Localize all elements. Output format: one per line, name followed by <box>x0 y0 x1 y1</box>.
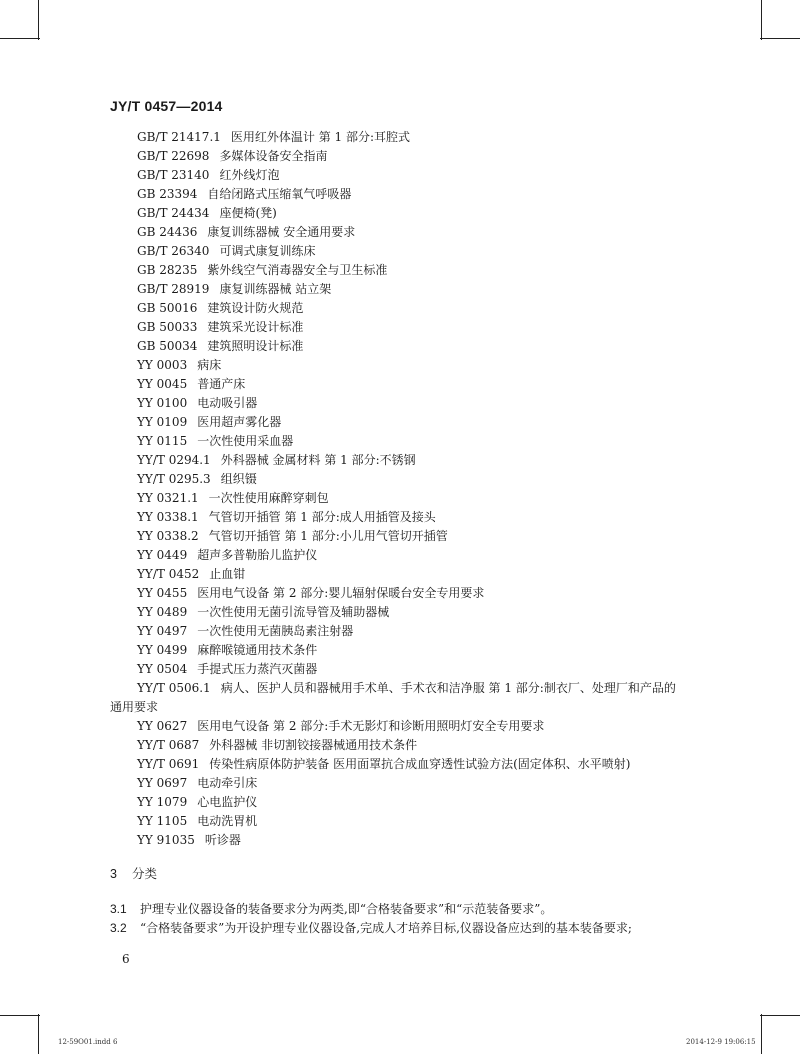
reference-code: YY 0115 <box>137 434 188 448</box>
clause-number: 3.1 <box>110 902 127 916</box>
reference-title: 一次性使用无菌引流导管及辅助器械 <box>197 605 390 619</box>
reference-title: 电动洗胃机 <box>197 814 258 828</box>
reference-title: 座便椅(凳) <box>219 206 277 220</box>
reference-title: 病床 <box>197 358 222 372</box>
reference-code: YY 0321.1 <box>137 491 199 505</box>
section-heading <box>110 864 157 882</box>
reference-code: YY 0109 <box>137 415 188 429</box>
reference-title: 普通产床 <box>197 377 246 391</box>
reference-code: YY/T 0295.3 <box>137 472 211 486</box>
reference-item <box>110 774 680 793</box>
reference-title: 医用电气设备 第 2 部分:婴儿辐射保暖台安全专用要求 <box>197 586 485 600</box>
reference-code: YY/T 0691 <box>137 757 200 771</box>
reference-code: YY 91035 <box>137 833 195 847</box>
reference-title: 医用超声雾化器 <box>197 415 282 429</box>
reference-item <box>110 318 680 337</box>
standard-code: JY/T 0457—2014 <box>110 98 223 114</box>
reference-code: YY/T 0506.1 <box>137 681 211 695</box>
reference-code: GB/T 28919 <box>137 282 210 296</box>
reference-item <box>110 242 680 261</box>
reference-title: 组织镊 <box>220 472 257 486</box>
reference-title: 传染性病原体防护装备 医用面罩抗合成血穿透性试验方法(固定体积、水平喷射) <box>209 757 631 771</box>
reference-title: 医用电气设备 第 2 部分:手术无影灯和诊断用照明灯安全专用要求 <box>197 719 545 733</box>
reference-title: 一次性使用麻醉穿刺包 <box>208 491 329 505</box>
reference-code: YY 0003 <box>137 358 188 372</box>
reference-title: 麻醉喉镜通用技术条件 <box>197 643 318 657</box>
reference-item <box>110 641 680 660</box>
reference-code: YY 1079 <box>137 795 188 809</box>
reference-title: 气管切开插管 第 1 部分:成人用插管及接头 <box>208 510 436 524</box>
reference-title: 心电监护仪 <box>197 795 258 809</box>
reference-item <box>110 546 680 565</box>
reference-code: YY 0338.2 <box>137 529 199 543</box>
reference-item <box>110 147 680 166</box>
reference-title: 紫外线空气消毒器安全与卫生标准 <box>207 263 388 277</box>
crop-mark <box>760 38 800 39</box>
reference-item <box>110 166 680 185</box>
reference-code: YY 0045 <box>137 377 188 391</box>
reference-title: 自给闭路式压缩氧气呼吸器 <box>207 187 352 201</box>
reference-item <box>110 356 680 375</box>
reference-item <box>110 489 680 508</box>
reference-title: 建筑采光设计标准 <box>207 320 304 334</box>
clause-3-2 <box>110 919 690 938</box>
reference-item <box>110 755 680 774</box>
reference-code: YY/T 0294.1 <box>137 453 211 467</box>
clause-text: “合格装备要求”为开设护理专业仪器设备,完成人才培养目标,仪器设备应达到的基本装备要求; <box>140 921 632 935</box>
reference-item <box>110 261 680 280</box>
reference-item <box>110 451 680 470</box>
reference-item <box>110 565 680 584</box>
reference-item <box>110 736 680 755</box>
crop-mark <box>0 38 40 39</box>
reference-title: 止血钳 <box>209 567 246 581</box>
reference-code: YY 0455 <box>137 586 188 600</box>
reference-title: 听诊器 <box>204 833 241 847</box>
reference-code: YY 0338.1 <box>137 510 199 524</box>
reference-title: 电动牵引床 <box>197 776 258 790</box>
reference-code: YY 0627 <box>137 719 188 733</box>
crop-mark <box>761 1014 762 1054</box>
reference-code: YY 0497 <box>137 624 188 638</box>
reference-item <box>110 337 680 356</box>
reference-item <box>110 603 680 622</box>
reference-code: GB 23394 <box>137 187 198 201</box>
reference-item <box>110 280 680 299</box>
reference-code: YY/T 0452 <box>137 567 200 581</box>
reference-code: GB/T 23140 <box>137 168 210 182</box>
reference-item <box>110 470 680 489</box>
clause-text: 护理专业仪器设备的装备要求分为两类,即“合格装备要求”和“示范装备要求”。 <box>140 902 553 916</box>
crop-mark <box>760 1015 800 1016</box>
reference-title: 气管切开插管 第 1 部分:小儿用气管切开插管 <box>208 529 448 543</box>
reference-title: 超声多普勒胎儿监护仪 <box>197 548 318 562</box>
reference-title: 医用红外体温计 第 1 部分:耳腔式 <box>230 130 411 144</box>
reference-item <box>110 622 680 641</box>
reference-item <box>110 508 680 527</box>
reference-item <box>110 831 680 850</box>
section-number: 3 <box>110 867 117 881</box>
reference-code: YY 1105 <box>137 814 188 828</box>
reference-title: 电动吸引器 <box>197 396 258 410</box>
section-title: 分类 <box>132 867 158 881</box>
reference-title: 康复训练器械 安全通用要求 <box>207 225 356 239</box>
reference-code: GB 50033 <box>137 320 198 334</box>
crop-mark <box>0 1015 40 1016</box>
reference-title: 建筑设计防火规范 <box>207 301 304 315</box>
reference-item <box>110 812 680 831</box>
reference-code: YY 0504 <box>137 662 188 676</box>
reference-item <box>110 413 680 432</box>
reference-code: YY 0697 <box>137 776 188 790</box>
reference-item <box>110 527 680 546</box>
reference-item <box>110 299 680 318</box>
reference-title: 多媒体设备安全指南 <box>219 149 328 163</box>
reference-code: GB/T 22698 <box>137 149 210 163</box>
reference-code: YY 0100 <box>137 396 188 410</box>
reference-code: YY 0449 <box>137 548 188 562</box>
crop-mark <box>38 0 39 40</box>
page-number: 6 <box>122 952 130 966</box>
reference-title: 一次性使用采血器 <box>197 434 294 448</box>
clause-3-1 <box>110 900 690 919</box>
footer-timestamp: 2014-12-9 19:06:15 <box>686 1038 756 1046</box>
reference-title: 红外线灯泡 <box>219 168 280 182</box>
reference-item <box>110 432 680 451</box>
reference-item <box>110 394 680 413</box>
reference-item <box>110 679 680 717</box>
reference-title: 外科器械 金属材料 第 1 部分:不锈钢 <box>220 453 416 467</box>
reference-title: 一次性使用无菌胰岛素注射器 <box>197 624 354 638</box>
reference-code: GB/T 24434 <box>137 206 210 220</box>
reference-item <box>110 223 680 242</box>
reference-code: GB/T 26340 <box>137 244 210 258</box>
reference-code: GB 28235 <box>137 263 198 277</box>
reference-item <box>110 185 680 204</box>
reference-item <box>110 128 680 147</box>
reference-item <box>110 793 680 812</box>
reference-item <box>110 375 680 394</box>
reference-title: 康复训练器械 站立架 <box>219 282 332 296</box>
reference-title: 病人、医护人员和器械用手术单、手术衣和洁净服 第 1 部分:制衣厂、处理厂和产品的通用要求 <box>110 681 676 714</box>
normative-references-list <box>110 128 680 850</box>
footer-file-name: 12-59O01.indd 6 <box>58 1038 118 1046</box>
reference-code: GB 50034 <box>137 339 198 353</box>
crop-mark <box>38 1014 39 1054</box>
reference-title: 可调式康复训练床 <box>219 244 316 258</box>
crop-mark <box>761 0 762 40</box>
reference-item <box>110 204 680 223</box>
clause-number: 3.2 <box>110 921 127 935</box>
reference-code: YY 0499 <box>137 643 188 657</box>
reference-item <box>110 584 680 603</box>
reference-item <box>110 660 680 679</box>
reference-code: GB 50016 <box>137 301 198 315</box>
reference-title: 建筑照明设计标准 <box>207 339 304 353</box>
reference-code: GB/T 21417.1 <box>137 130 221 144</box>
reference-code: YY 0489 <box>137 605 188 619</box>
reference-title: 外科器械 非切割铰接器械通用技术条件 <box>209 738 418 752</box>
reference-code: YY/T 0687 <box>137 738 200 752</box>
reference-code: GB 24436 <box>137 225 198 239</box>
reference-item <box>110 717 680 736</box>
reference-title: 手提式压力蒸汽灭菌器 <box>197 662 318 676</box>
